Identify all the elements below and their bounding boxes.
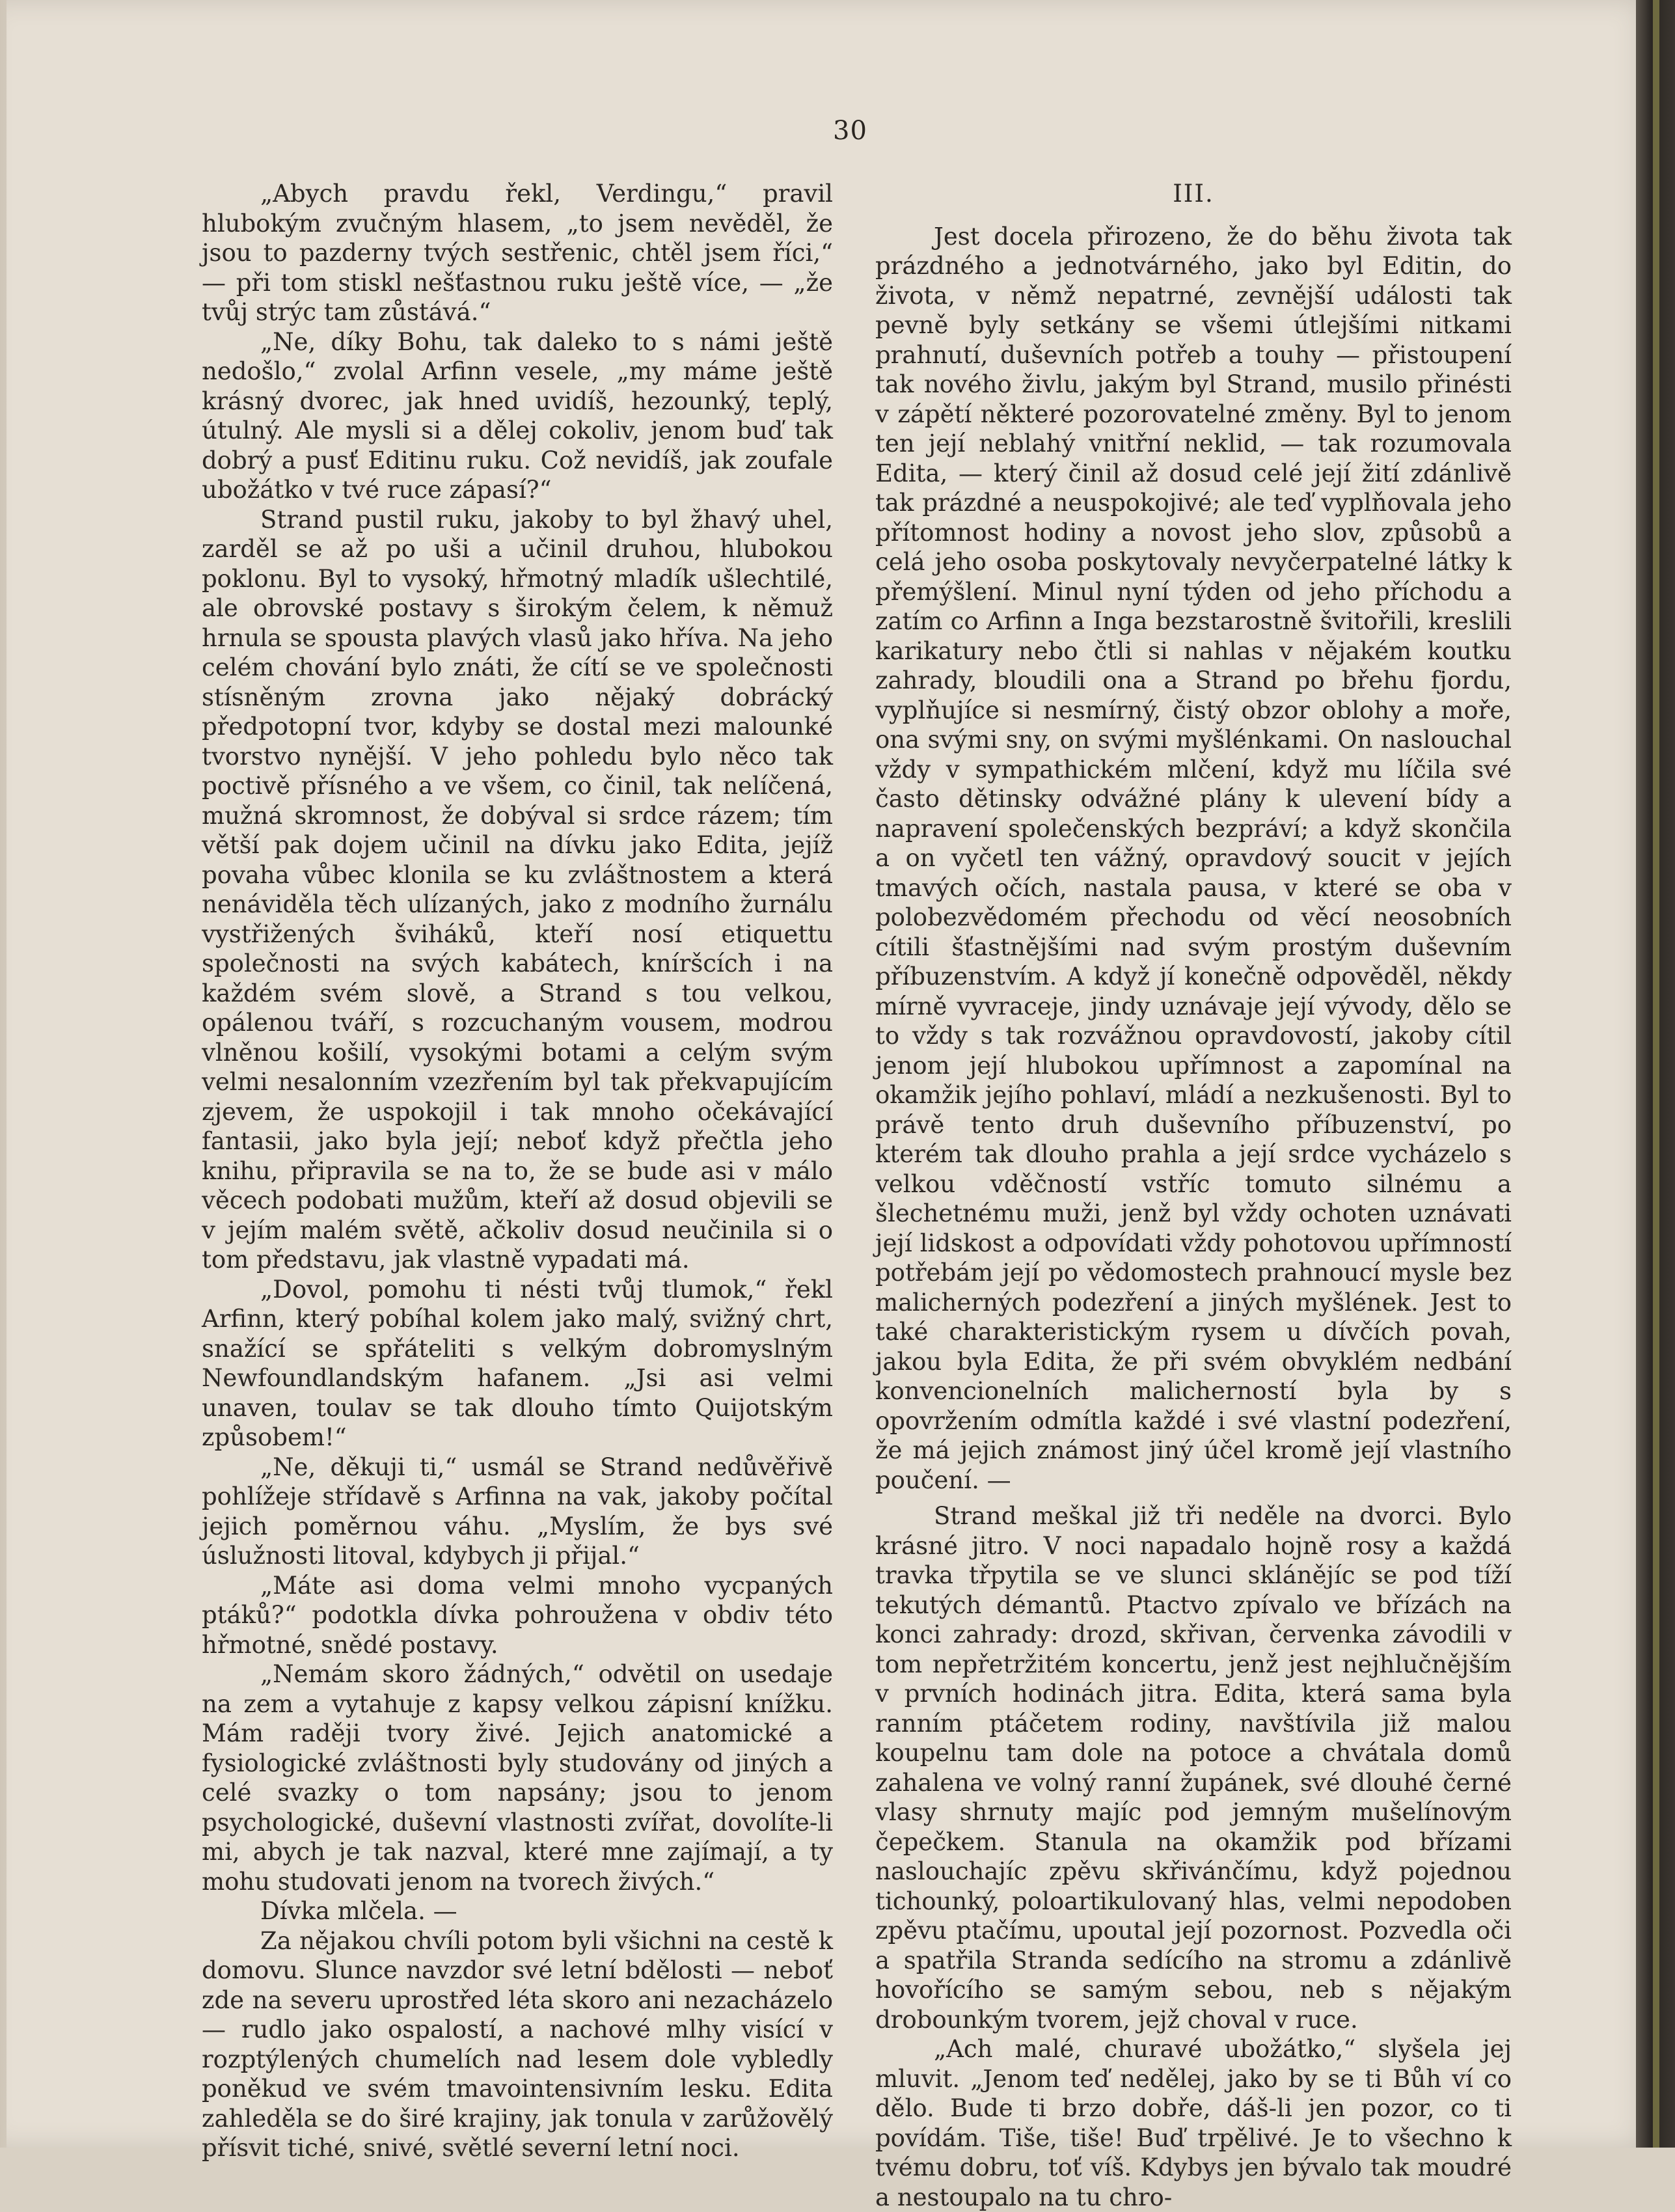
paragraph: Dívka mlčela. — [260,1897,457,1925]
paragraph: „Ne, díky Bohu, tak daleko to s námi ještě nedošlo,“ zvolal Arfinn vesele, „my máme ještě krásný dvorec, jak hned uvidíš, hezounký, teplý, útulný. Ale mysli si a dělej cokoliv, jenom buď tak dobrý a pusť Editinu ruku. Což nevidíš, jak zoufale ubožátko v tvé ruce zápasí?“ [202,327,833,504]
book-edge [1636,0,1675,2148]
paragraph: Strand meškal již tři neděle na dvorci. Bylo krásné jitro. V noci napadalo hojně rosy a každá travka třpytila se ve slunci sklánějíc se pod tíží tekutých démantů. Ptactvo zpívalo ve břízách na konci zahrady: drozd, skřivan, červenka závodili v tom nepřetržitém koncertu, jenž jest nejhlučnějším v prvních hodinách jitra. Edita, která sama byla ranním ptáčetem rodiny, navštívila již malou koupelnu tam dole na potoce a chvátala domů zahalena ve volný ranní župánek, své dlouhé černé vlasy shrnuty majíc pod jemným mušelínovým čepečkem. Stanula na okamžik pod břízami naslouchajíc zpěvu skřivánčímu, když pojednou tichounký, poloartikulovaný hlas, velmi nepodoben zpěvu ptačímu, upoutal její pozornost. Pozvedla oči a spatřila Stranda sedícího na stromu a zdánlivě hovořícího se samým sebou, neb s nějakým drobounkým tvorem, jejž choval v ruce. [875,1502,1512,2034]
paragraph: „Ne, děkuji ti,“ usmál se Strand nedůvěřivě pohlížeje střídavě s Arfinna na vak, jakoby počítal jejich poměrnou váhu. „Myslím, že bys své úslužnosti litoval, kdybych ji přijal.“ [202,1453,833,1570]
paragraph: „Dovol, pomohu ti nésti tvůj tlumok,“ řekl Arfinn, který pobíhal kolem jako malý, svižný chrt, snažící se spřáteliti s velkým dobromyslným Newfoundlandským hafanem. „Jsi asi velmi unaven, toulav se tak dlouho tímto Quijotským způsobem!“ [202,1275,833,1451]
paragraph-gap [875,1495,1512,1501]
paragraph: „Ach malé, churavé ubožátko,“ slyšela jej mluvit. „Jenom teď nedělej, jako by se ti Bůh ví co dělo. Bude ti brzo dobře, dáš-li jen pozor, co ti povídám. Tiše, tiše! Buď trpělivé. Je to všechno k tvému dobru, toť víš. Kdybys jen bývalo tak moudré a nestoupalo na tu chro- [875,2035,1512,2211]
paragraph: „Abych pravdu řekl, Verdingu,“ pravil hlubokým zvučným hlasem, „to jsem nevěděl, že jsou to pazderny tvých sestřenic, chtěl jsem říci,“ — při tom stiskl nešťastnou ruku ještě více, — „že tvůj strýc tam zůstává.“ [202,180,833,326]
chapter-heading: III. [1173,180,1214,208]
book-page [7,0,1659,2211]
paragraph: Jest docela přirozeno, že do běhu života tak prázdného a jednotvárného, jako byl Editin, do života, v němž nepatrné, zevnější události tak pevně byly setkány se všemi útlejšími nitkami prahnutí, duševních potřeb a touhy — přistoupení tak nového živlu, jakým byl Strand, musilo přinésti v zápětí některé pozorovatelné změny. Byl to jenom ten její neblahý vnitřní neklid, — tak rozumovala Edita, — který činil až dosud celé její žití zdánlivě tak prázdné a neuspokojivé; ale teď vyplňovala jeho přítomnost hodiny a novost jeho slov, způsobů a celá jeho osoba poskytovaly nevyčerpatelné látky k přemýšlení. Minul nyní týden od jeho příchodu a zatím co Arfinn a Inga bezstarostně švitořili, kreslili karikatury nebo čtli si nahlas v nějakém koutku zahrady, bloudili ona a Strand po břehu fjordu, vyplňujíce si nesmírný, čistý obzor oblohy a moře, ona svými sny, on svými myšlénkami. On naslouchal vždy v sympathickém mlčení, když mu líčila své často dětinsky odvážné plány k ulevení bídy a napravení společenských bezpráví; a když skončila a on vyčetl ten vážný, opravdový soucit v jejích tmavých očích, nastala pausa, v které se oba v polobezvědomém přechodu od věcí neosobních cítili šťastnějšími nad svým prostým duševním příbuzenstvím. A když jí konečně odpověděl, někdy mírně vyvraceje, jindy uznávaje její vývody, dělo se to vždy s tak rozvážnou opravdovostí, jakoby cítil jenom její hlubokou upřímnost a zapomínal na okamžik jejího pohlaví, mládí a nezkušenosti. Byl to právě tento druh duševního příbuzenství, po kterém tak dlouho prahla a její srdce vycházelo s velkou vděčností vstříc tomuto silnému a šlechetnému muži, jenž byl vždy ochoten uznávati její lidskost a odpovídati vždy pohotovou upřímností potřebám její po vědomostech prahnoucí mysle bez malicherných podezření a jiných myšlének. Jest to také charakteristickým rysem u dívčích povah, jakou byla Edita, že při svém obvyklém nedbání konvencionelních malicherností byla by s opovržením odmítla každé i své vlastní podezření, že má jejich známost jiný účel kromě její vlastního poučení. — [875,222,1512,1494]
paragraph: Za nějakou chvíli potom byli všichni na cestě k domovu. Slunce navzdor své letní bdělosti — neboť zde na severu uprostřed léta skoro ani nezacházelo — rudlo jako ospalostí, a nachové mlhy visící v rozptýlených chumelích nad lesem dole vybledly poněkud ve svém tmavointensivním lesku. Edita zahleděla se do širé krajiny, jak tonula v zarůžovělý přísvit tiché, snivé, světlé severní letní noci. [202,1926,833,2162]
paragraph: „Nemám skoro žádných,“ odvětil on usedaje na zem a vytahuje z kapsy velkou zápisní knížku. Mám raději tvory živé. Jejich anatomické a fysiologické zvláštnosti byly studovány od jiných a celé svazky o tom napsány; jsou to jenom psychologické, duševní vlastnosti zvířat, dovolíte-li mi, abych je tak nazval, které mne zajímají, a ty mohu studovati jenom na tvorech živých.“ [202,1660,833,1896]
page-number: 30 [833,116,867,146]
paragraph: „Máte asi doma velmi mnoho vycpaných ptáků?“ podotkla dívka pohroužena v obdiv této hřmotné, snědé postavy. [202,1571,833,1659]
right-column [875,179,1512,2212]
paragraph: Strand pustil ruku, jakoby to byl žhavý uhel, zarděl se až po uši a učinil druhou, hlubokou poklonu. Byl to vysoký, hřmotný mladík ušlechtilé, ale obrovské postavy s širokým čelem, k němuž hrnula se spousta plavých vlasů jako hříva. Na jeho celém chování bylo znáti, že cítí se ve společnosti stísněným zrovna jako nějaký dobrácký předpotopní tvor, kdyby se dostal mezi malounké tvorstvo nynější. V jeho pohledu bylo něco tak poctivě přísného a ve všem, co činil, tak nelíčená, mužná skromnost, že dobýval si srdce rázem; tím větší pak dojem učinil na dívku jako Edita, jejíž povaha vůbec klonila se ku zvláštnostem a která nenáviděla těch ulízaných, jako z modního žurnálu vystřižených šviháků, kteří nosí etiquettu společnosti na svých kabátech, kníršcích i na každém svém slově, a Strand s tou velkou, opálenou tváří, s rozcuchaným vousem, modrou vlněnou košilí, vysokými botami a celým svým velmi nesalonním vzezřením byl tak překvapujícím zjevem, že uspokojil i tak mnoho očekávající fantasii, jako byla její; neboť když přečtla jeho knihu, připravila se na to, že se bude asi v málo věcech podobati mužům, kteří až dosud objevili se v jejím malém světě, ačkoliv dosud neučinila si o tom představu, jak vlastně vypadati má. [202,505,833,1274]
left-column [202,179,833,2163]
